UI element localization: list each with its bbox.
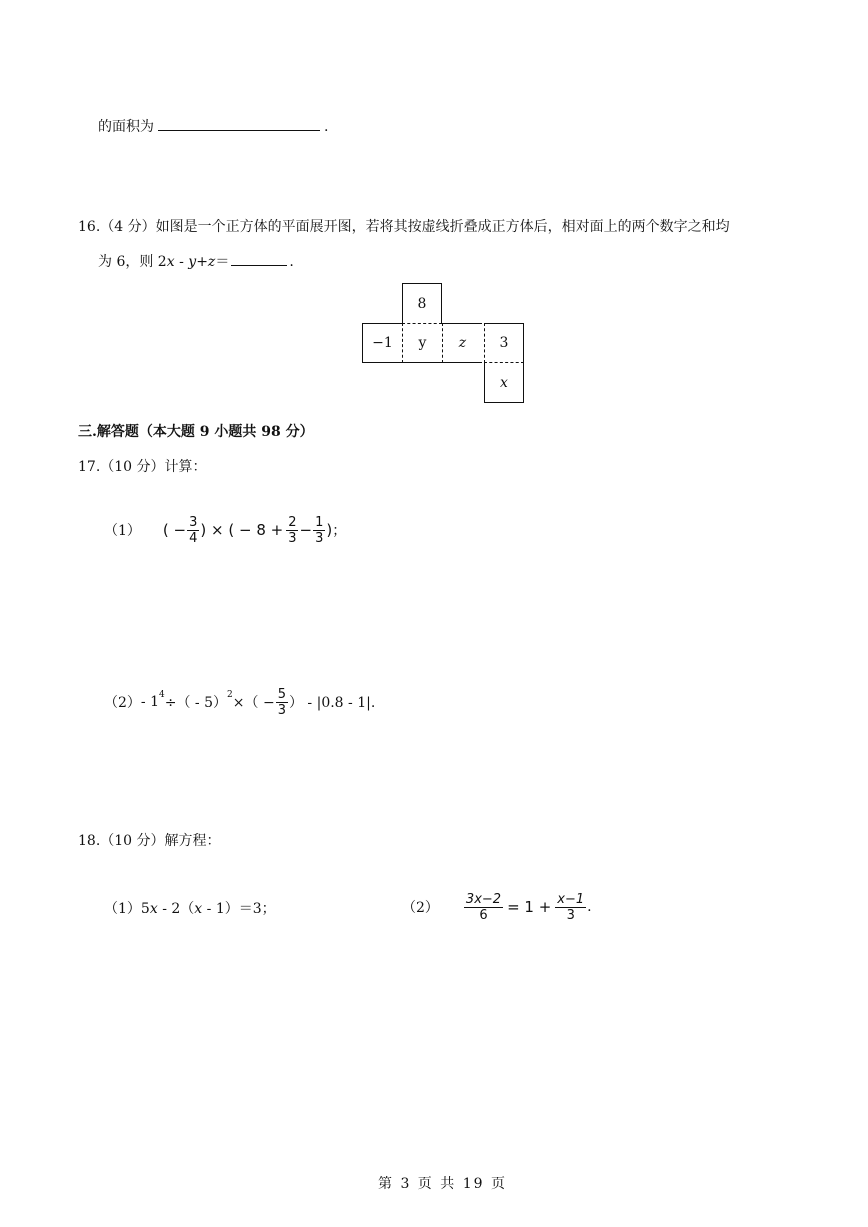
q16-text-line2-suffix: . — [289, 254, 294, 270]
q17-part1 — [104, 512, 346, 548]
q17-p1-close: ) — [326, 521, 333, 539]
q17-prompt: 计算： — [164, 459, 207, 475]
q18-p2-lhs-num: 3x−2 — [465, 891, 502, 907]
q18-p2-rhs-den: 3 — [566, 907, 575, 923]
q17-p2-a-exponent: 4 — [159, 690, 165, 700]
q17-p2-b-exponent: 2 — [227, 690, 233, 700]
net-cell-top-value: 8 — [417, 295, 427, 312]
q18-number: 18. — [78, 833, 101, 849]
q15-tail — [98, 116, 328, 136]
q16-text-line1: 如图是一个正方体的平面展开图，若将其按虚线折叠成正方体后，相对面上的两个数字之和均 — [155, 219, 730, 235]
q16-var-x: x — [166, 254, 175, 270]
net-cell-bottom — [484, 363, 524, 403]
q17-p2-f-num: 5 — [277, 686, 286, 702]
cube-net-figure — [362, 283, 526, 405]
q17-p2-label: （2） — [104, 695, 141, 711]
q16-expr-mid: - — [174, 254, 189, 270]
q17-p1-f3-den: 3 — [315, 530, 324, 546]
q18-p2-eq: = 1 + — [507, 898, 552, 916]
q16-line1 — [78, 216, 730, 236]
section-3-title: 三.解答题（本大题 9 小题共 98 分） — [78, 424, 314, 440]
q18-p2-lhs-fraction — [464, 892, 503, 923]
q17-p2-c: ×（ − — [232, 695, 275, 711]
q18-p1-b: - 2（ — [157, 901, 195, 917]
q17-p1-open: ( − — [162, 521, 187, 539]
q17-p1-label: （1） — [104, 523, 141, 539]
q18-p1-label: （1） — [104, 901, 141, 917]
q16-var-y: y — [188, 254, 197, 270]
q17-p1-f2-num: 2 — [288, 514, 297, 530]
q16-answer-blank[interactable] — [231, 251, 287, 266]
q16-expr-eq: ＝ — [215, 254, 230, 270]
q18-score: （10 分） — [100, 833, 165, 849]
q17-p1-f2-den: 3 — [288, 530, 297, 546]
q17-p1-fraction-1 — [187, 515, 199, 546]
q17-p1-f1-num: 3 — [189, 514, 198, 530]
q18-header — [78, 830, 221, 850]
q16-line2 — [98, 251, 294, 271]
net-cell-top — [402, 283, 442, 323]
q17-p2-b: ÷（ - 5） — [164, 695, 228, 711]
q16-expr-plus: + — [196, 254, 208, 270]
q18-p2-end: . — [587, 899, 592, 915]
q18-prompt: 解方程： — [164, 833, 221, 849]
q17-score: （10 分） — [100, 459, 165, 475]
net-cell-2-value: y — [418, 335, 427, 351]
q15-tail-suffix: . — [324, 119, 329, 135]
net-cell-bottom-value: x — [500, 374, 508, 391]
q17-p1-minus: − — [299, 521, 313, 539]
q18-p2-rhs-num: x−1 — [557, 891, 585, 907]
q18-p2-rhs-fraction — [555, 892, 586, 923]
q16-text-line2-prefix: 为 6，则 2 — [98, 254, 167, 270]
q17-p1-f3-num: 1 — [315, 514, 324, 530]
q17-number: 17. — [78, 459, 101, 475]
q18-part2 — [402, 888, 592, 926]
net-cell-1 — [362, 323, 402, 363]
q17-p1-fraction-3 — [313, 515, 325, 546]
q17-p2-a: - 1 — [140, 694, 160, 710]
q18-p1-c: - 1）＝3； — [202, 901, 276, 917]
q15-tail-prefix: 的面积为 — [98, 119, 154, 135]
q18-part1 — [104, 898, 276, 918]
q17-p1-end: ； — [332, 523, 347, 539]
q16-number: 16. — [78, 219, 101, 235]
net-cell-2 — [402, 323, 442, 363]
page-footer: 第 3 页 共 19 页 — [378, 1176, 507, 1192]
q18-p1-a: 5 — [140, 901, 150, 917]
q17-p2-d: ） - |0.8 - 1|. — [288, 695, 376, 711]
q18-p1-var-x1: x — [149, 901, 158, 917]
q17-part2 — [104, 684, 375, 720]
q17-p2-fraction — [276, 687, 288, 718]
q17-p1-fraction-2 — [286, 515, 298, 546]
q18-p2-label: （2） — [402, 900, 439, 916]
q18-p2-lhs-den: 6 — [479, 907, 488, 923]
net-cell-3 — [442, 323, 482, 363]
net-cell-1-value: −1 — [372, 335, 393, 351]
q16-var-z: z — [207, 254, 216, 270]
q17-p1-f1-den: 4 — [189, 530, 198, 546]
net-cell-3-value: z — [458, 335, 467, 351]
net-cell-4-value: 3 — [499, 335, 509, 351]
q17-p2-f-den: 3 — [277, 702, 286, 718]
q17-header — [78, 456, 207, 476]
q15-answer-blank[interactable] — [158, 116, 320, 131]
q17-p1-mid: ) × ( − 8 + — [200, 521, 284, 539]
q18-p1-var-x2: x — [194, 901, 203, 917]
net-cell-4 — [484, 323, 524, 363]
q16-score: （4 分） — [100, 219, 156, 235]
